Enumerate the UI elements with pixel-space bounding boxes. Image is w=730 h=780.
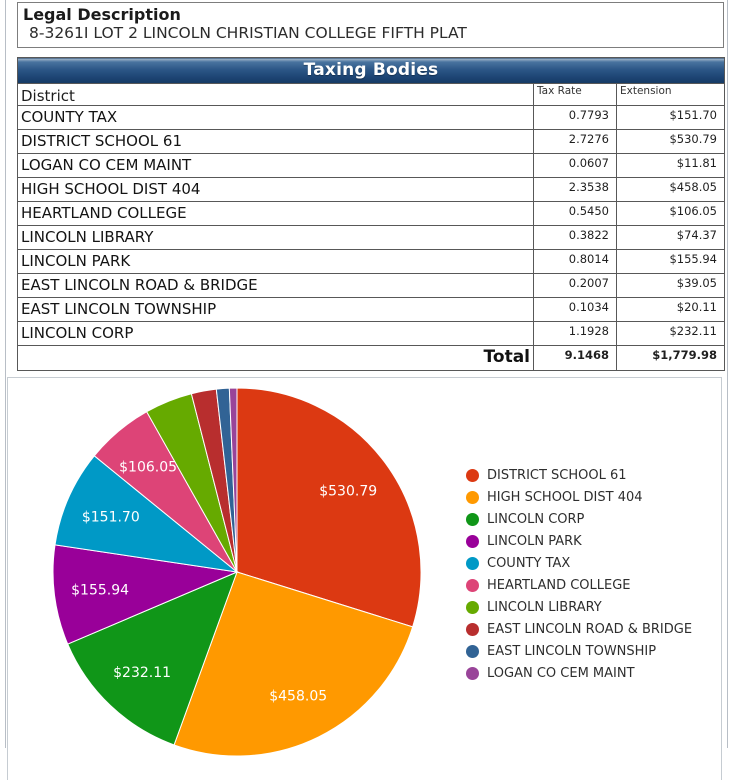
pie-chart-section <box>7 377 722 780</box>
extension-cell: $74.37 <box>617 226 725 250</box>
district-cell: LINCOLN PARK <box>18 250 534 274</box>
legend-color-icon <box>466 469 479 482</box>
legal-description-title: Legal Description <box>23 5 181 24</box>
table-row <box>18 226 725 250</box>
legend-item <box>466 508 692 530</box>
total-row <box>18 346 725 371</box>
total-extension: $1,779.98 <box>617 346 725 371</box>
tax-rate-cell: 0.1034 <box>534 298 617 322</box>
legend-label: DISTRICT SCHOOL 61 <box>487 467 627 483</box>
legend-label: LINCOLN LIBRARY <box>487 599 602 615</box>
district-cell: EAST LINCOLN ROAD & BRIDGE <box>18 274 534 298</box>
pie-slice-label: $458.05 <box>269 688 328 705</box>
chart-legend <box>466 464 692 684</box>
tax-rate-cell: 0.3822 <box>534 226 617 250</box>
district-cell: HEARTLAND COLLEGE <box>18 202 534 226</box>
tax-rate-cell: 0.0607 <box>534 154 617 178</box>
district-cell: DISTRICT SCHOOL 61 <box>18 130 534 154</box>
legend-color-icon <box>466 601 479 614</box>
legend-item <box>466 486 692 508</box>
tax-rate-cell: 0.7793 <box>534 106 617 130</box>
extension-cell: $11.81 <box>617 154 725 178</box>
extension-cell: $232.11 <box>617 322 725 346</box>
legend-label: EAST LINCOLN ROAD & BRIDGE <box>487 621 693 637</box>
pie-slice-label: $106.05 <box>119 459 178 476</box>
table-row <box>18 106 725 130</box>
tax-rate-cell: 2.7276 <box>534 130 617 154</box>
tax-rate-cell: 0.5450 <box>534 202 617 226</box>
district-cell: LINCOLN CORP <box>18 322 534 346</box>
tax-rate-cell: 2.3538 <box>534 178 617 202</box>
extension-cell: $155.94 <box>617 250 725 274</box>
tax-rate-cell: 0.8014 <box>534 250 617 274</box>
table-row <box>18 298 725 322</box>
legend-label: LINCOLN PARK <box>487 533 582 549</box>
page-container <box>5 0 728 748</box>
legend-item <box>466 530 692 552</box>
legend-item <box>466 662 692 684</box>
legend-item <box>466 574 692 596</box>
tax-rate-cell: 1.1928 <box>534 322 617 346</box>
legend-label: EAST LINCOLN TOWNSHIP <box>487 643 657 659</box>
legend-color-icon <box>466 491 479 504</box>
tax-rate-cell: 0.2007 <box>534 274 617 298</box>
legend-label: LINCOLN CORP <box>487 511 585 527</box>
table-row <box>18 154 725 178</box>
legend-item <box>466 552 692 574</box>
pie-slice-label: $155.94 <box>71 582 130 599</box>
table-column-header-row <box>18 84 725 106</box>
table-row <box>18 130 725 154</box>
extension-cell: $151.70 <box>617 106 725 130</box>
pie-slice-label: $530.79 <box>319 483 378 500</box>
legend-label: LOGAN CO CEM MAINT <box>487 665 635 681</box>
district-cell: HIGH SCHOOL DIST 404 <box>18 178 534 202</box>
table-caption-row <box>18 58 725 84</box>
extension-cell: $39.05 <box>617 274 725 298</box>
legend-item <box>466 464 692 486</box>
column-header-extension: Extension <box>617 84 725 106</box>
legend-item <box>466 618 692 640</box>
legend-item <box>466 640 692 662</box>
pie-chart <box>8 378 468 780</box>
district-cell: LOGAN CO CEM MAINT <box>18 154 534 178</box>
extension-cell: $20.11 <box>617 298 725 322</box>
legend-label: COUNTY TAX <box>487 555 571 571</box>
district-cell: LINCOLN LIBRARY <box>18 226 534 250</box>
legend-label: HEARTLAND COLLEGE <box>487 577 631 593</box>
taxing-bodies-header: Taxing Bodies <box>18 58 725 84</box>
legend-color-icon <box>466 623 479 636</box>
extension-cell: $106.05 <box>617 202 725 226</box>
total-label: Total <box>18 346 534 371</box>
table-row <box>18 178 725 202</box>
legend-item <box>466 596 692 618</box>
column-header-district: District <box>18 84 534 106</box>
legend-color-icon <box>466 667 479 680</box>
extension-cell: $458.05 <box>617 178 725 202</box>
table-row <box>18 250 725 274</box>
legend-color-icon <box>466 645 479 658</box>
legal-description-section <box>17 2 724 48</box>
district-cell: COUNTY TAX <box>18 106 534 130</box>
legend-color-icon <box>466 535 479 548</box>
taxing-bodies-table <box>17 57 725 371</box>
pie-slice-label: $151.70 <box>81 509 140 526</box>
column-header-tax-rate: Tax Rate <box>534 84 617 106</box>
table-row <box>18 322 725 346</box>
district-cell: EAST LINCOLN TOWNSHIP <box>18 298 534 322</box>
table-row <box>18 202 725 226</box>
legend-color-icon <box>466 557 479 570</box>
legal-description-text: 8-3261I LOT 2 LINCOLN CHRISTIAN COLLEGE FIFTH PLAT <box>29 24 467 42</box>
legend-color-icon <box>466 579 479 592</box>
table-row <box>18 274 725 298</box>
legend-color-icon <box>466 513 479 526</box>
pie-slice-label: $232.11 <box>113 665 172 682</box>
extension-cell: $530.79 <box>617 130 725 154</box>
legend-label: HIGH SCHOOL DIST 404 <box>487 489 643 505</box>
total-tax-rate: 9.1468 <box>534 346 617 371</box>
